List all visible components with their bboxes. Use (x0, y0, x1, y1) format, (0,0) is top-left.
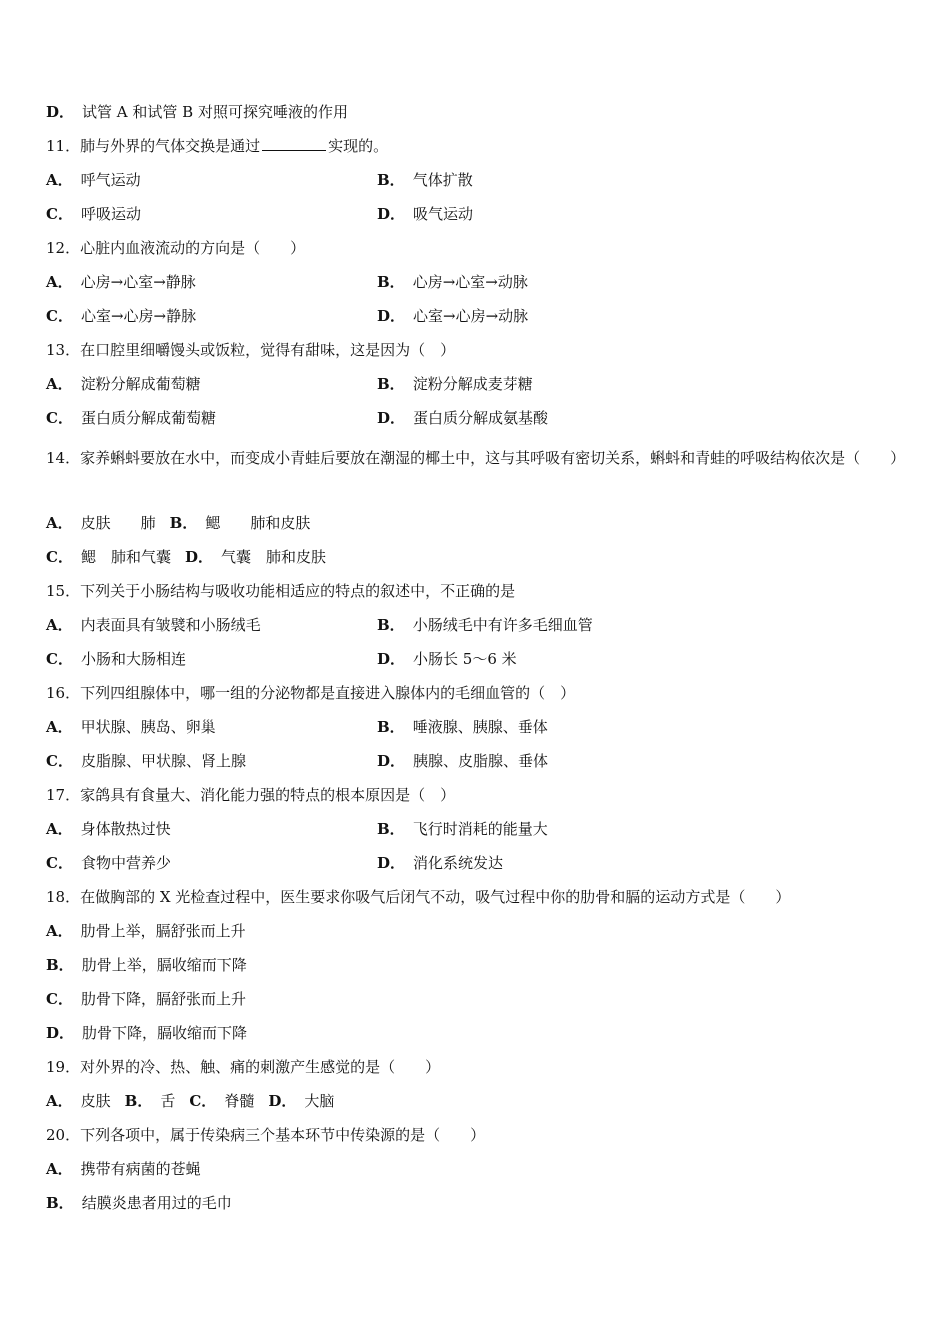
q16-options-ab: A． 甲状腺、胰岛、卵巢 B． 唾液腺、胰腺、垂体 (46, 718, 548, 736)
q15-options-cd: C． 小肠和大肠相连 D． 小肠长 5～6 米 (46, 650, 517, 668)
question-19: 19．对外界的冷、热、触、痛的刺激产生感觉的是（ ） (46, 1058, 441, 1076)
q15-options-ab: A． 内表面具有皱襞和小肠绒毛 B． 小肠绒毛中有许多毛细血管 (46, 616, 593, 634)
q12-options-ab: A． 心房→心室→静脉 B． 心房→心室→动脉 (46, 273, 528, 291)
q18-option-c: C． 肋骨下降，膈舒张而上升 (46, 990, 246, 1008)
question-11: 11．肺与外界的气体交换是通过 实现的。 (46, 137, 389, 155)
q16-options-cd: C． 皮脂腺、甲状腺、肾上腺 D． 胰腺、皮脂腺、垂体 (46, 752, 549, 770)
q11-options-ab: A． 呼气运动 B． 气体扩散 (46, 171, 473, 189)
q11-options-cd: C． 呼吸运动 D． 吸气运动 (46, 205, 474, 223)
q20-option-a: A． 携带有病菌的苍蝇 (46, 1160, 201, 1178)
question-15: 15．下列关于小肠结构与吸收功能相适应的特点的叙述中，不正确的是 (46, 582, 516, 600)
q18-option-b: B． 肋骨上举，膈收缩而下降 (46, 956, 247, 974)
answer-blank (262, 136, 326, 151)
q19-options: A． 皮肤 B． 舌 C． 脊髓 D． 大脑 (46, 1092, 335, 1110)
question-12: 12．心脏内血液流动的方向是（ ） (46, 239, 306, 257)
q20-option-b: B． 结膜炎患者用过的毛巾 (46, 1194, 232, 1212)
q13-options-ab: A． 淀粉分解成葡萄糖 B． 淀粉分解成麦芽糖 (46, 375, 533, 393)
q12-options-cd: C． 心室→心房→静脉 D． 心室→心房→动脉 (46, 307, 529, 325)
question-13: 13．在口腔里细嚼馒头或饭粒，觉得有甜味，这是因为（ ） (46, 341, 456, 359)
question-18: 18．在做胸部的 X 光检查过程中，医生要求你吸气后闭气不动，吸气过程中你的肋骨和膈的运动方式是（ ） (46, 888, 791, 906)
question-14: 14．家养蝌蚪要放在水中，而变成小青蛙后要放在潮湿的椰土中，这与其呼吸有密切关系，蝌蚪和青蛙的呼吸结构依次是（ ） (46, 449, 906, 467)
q18-option-a: A． 肋骨上举，膈舒张而上升 (46, 922, 246, 940)
question-20: 20．下列各项中，属于传染病三个基本环节中传染源的是（ ） (46, 1126, 486, 1144)
q14-options-ab: A． 皮肤 肺 B． 鳃 肺和皮肤 (46, 514, 311, 532)
q17-options-cd: C． 食物中营养少 D． 消化系统发达 (46, 854, 504, 872)
q17-options-ab: A． 身体散热过快 B． 飞行时消耗的能量大 (46, 820, 548, 838)
question-17: 17．家鸽具有食量大、消化能力强的特点的根本原因是（ ） (46, 786, 456, 804)
q10-option-d: D． 试管 A 和试管 B 对照可探究唾液的作用 (46, 103, 348, 121)
question-16: 16．下列四组腺体中，哪一组的分泌物都是直接进入腺体内的毛细血管的（ ） (46, 684, 576, 702)
q18-option-d: D． 肋骨下降，膈收缩而下降 (46, 1024, 248, 1042)
q14-options-cd: C． 鳃 肺和气囊 D． 气囊 肺和皮肤 (46, 548, 326, 566)
q13-options-cd: C． 蛋白质分解成葡萄糖 D． 蛋白质分解成氨基酸 (46, 409, 549, 427)
